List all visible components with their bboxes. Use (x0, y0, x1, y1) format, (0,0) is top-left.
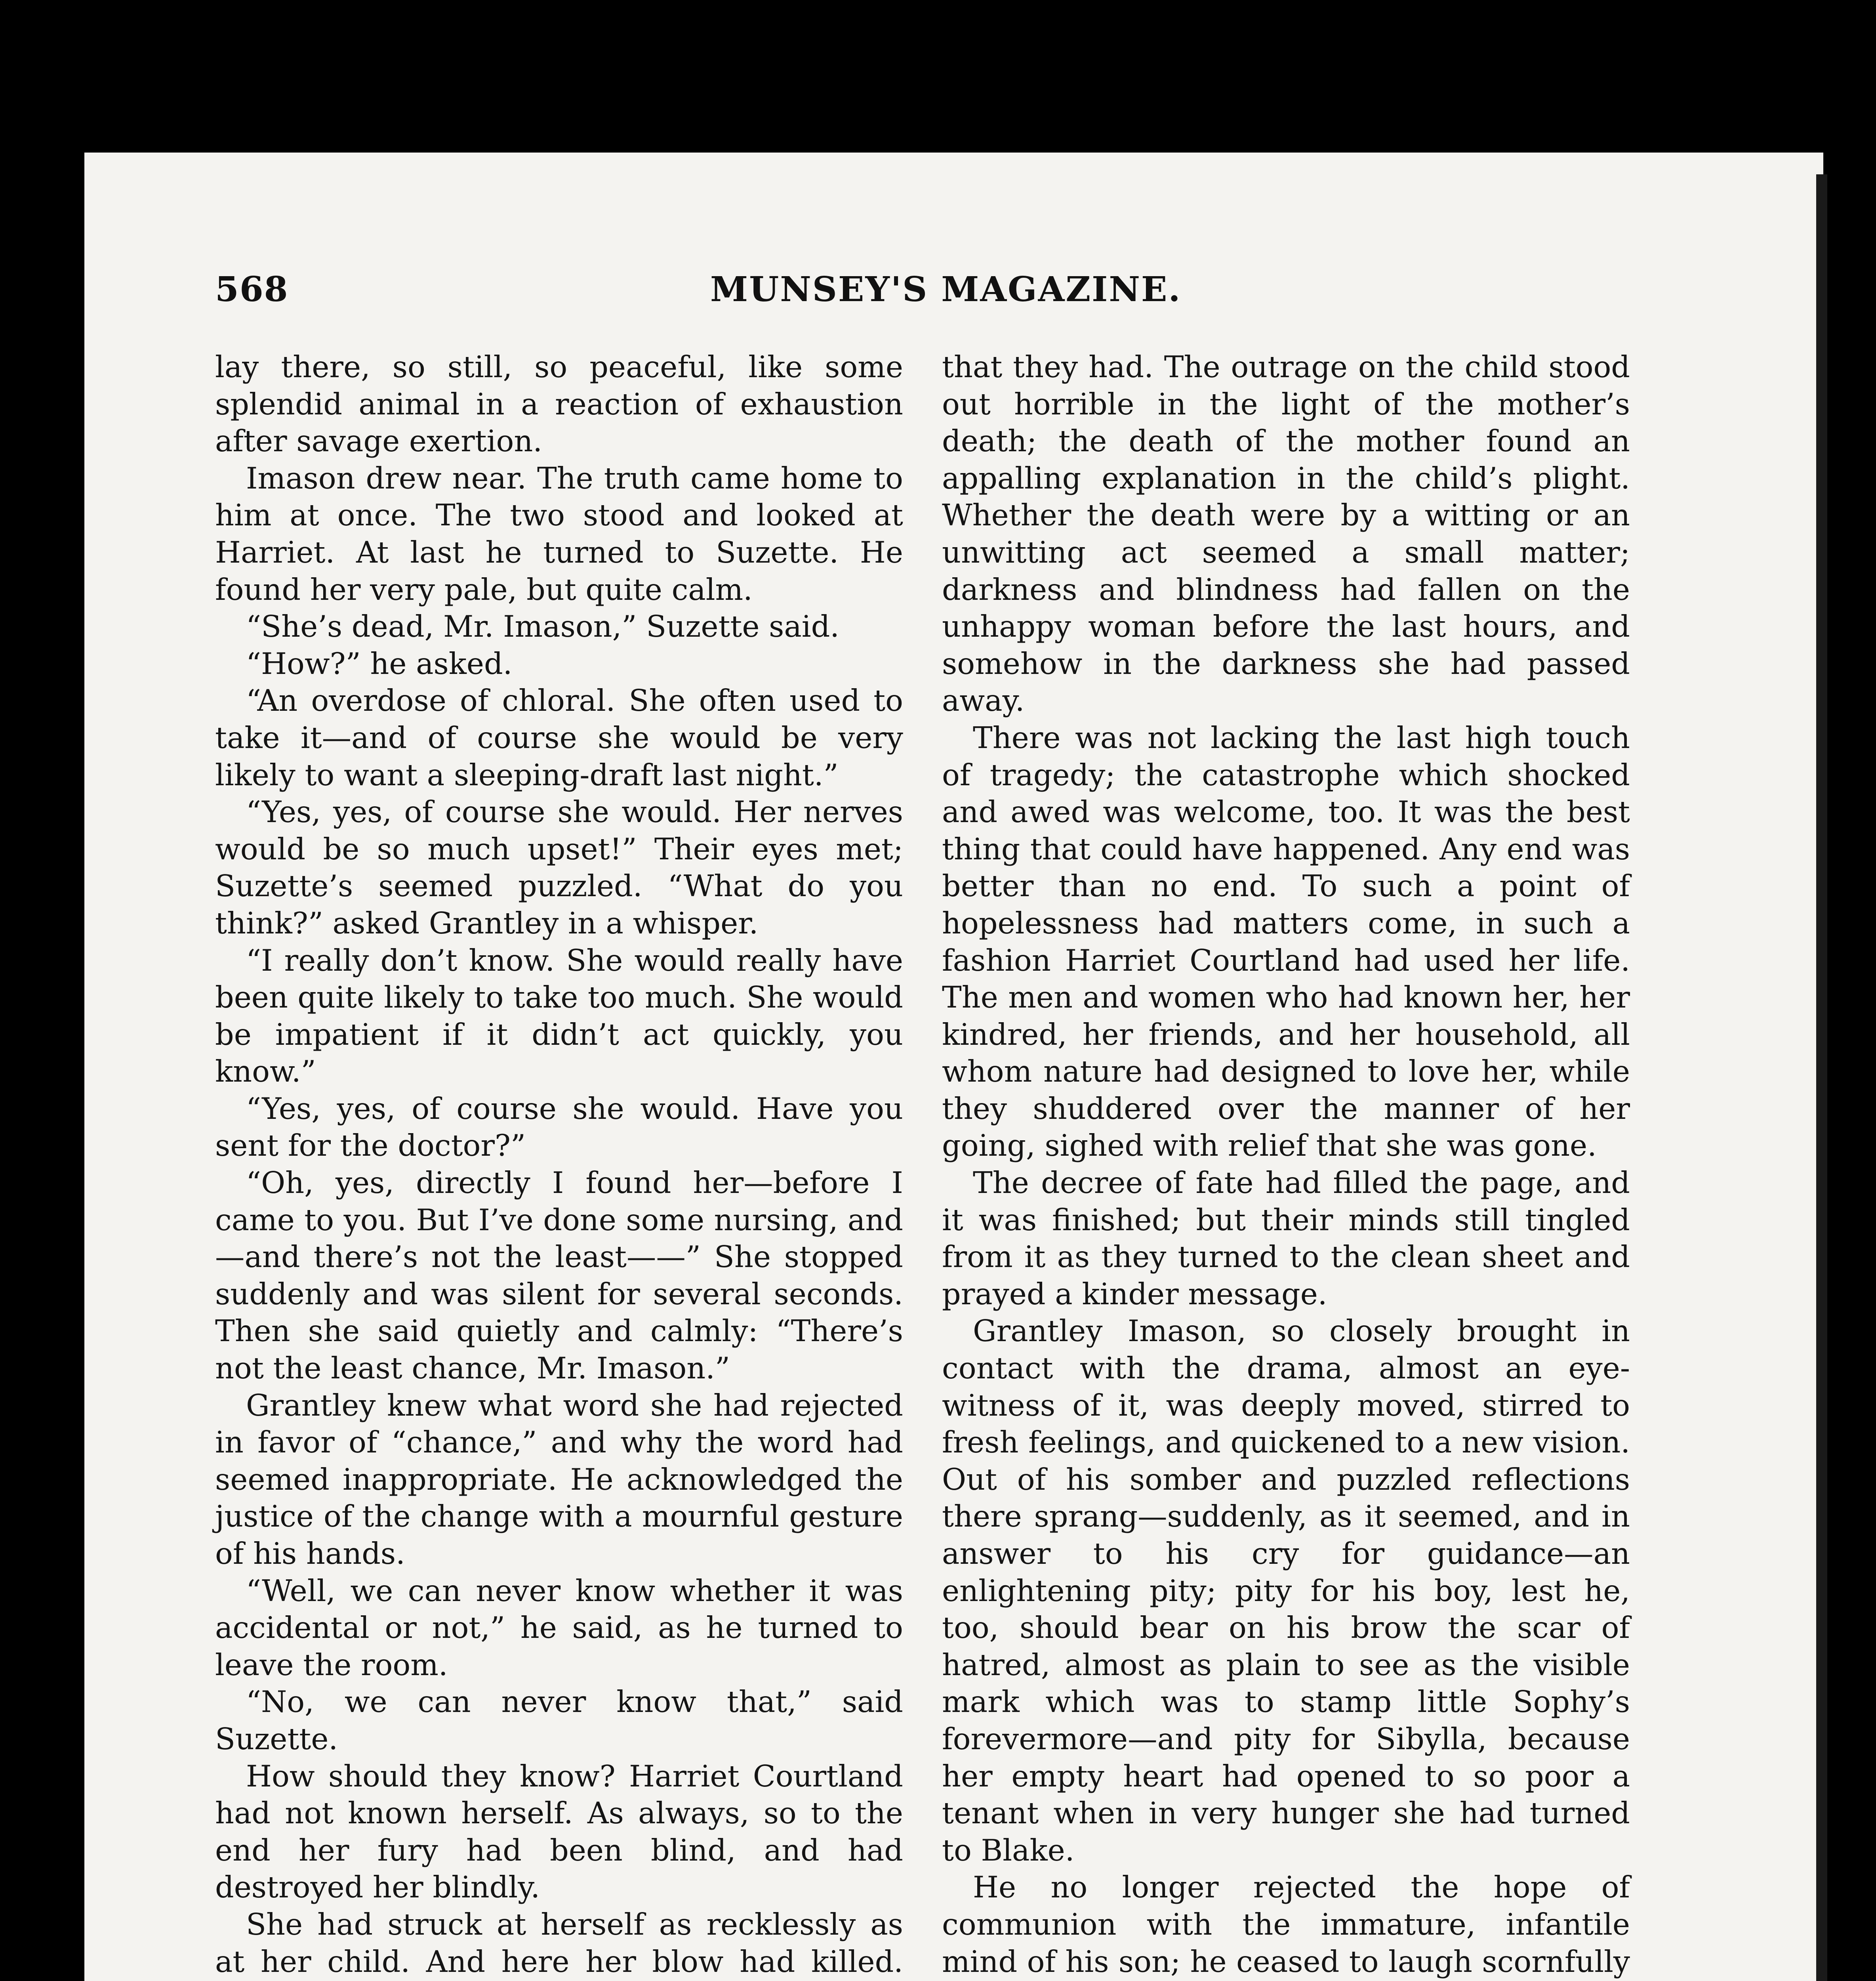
paragraph: “No, we can never know that,” said Suzette. (215, 1685, 903, 1756)
left-column (215, 349, 903, 1981)
paragraph: “Well, we can never know whether it was accidental or not,” he said, as he turned to leave the room. (215, 1573, 903, 1682)
paragraph: She had struck at herself as recklessly as at her child. And here her blow had killed. (215, 1907, 903, 1979)
paragraph: He no longer rejected the hope of communion with the immature, infantile mind of his son; he ceased to laugh scornfully (942, 1870, 1630, 1979)
running-head: MUNSEY'S MAGAZINE. (710, 269, 1182, 309)
paragraph: “Yes, yes, of course she would. Have you sent for the doctor?” (215, 1091, 903, 1163)
paragraph: Imason drew near. The truth came home to him at once. The two stood and looked at Harriet. At last he turned to Suzette. He found her very pale, but quite calm. (215, 461, 903, 607)
page-header (84, 269, 1823, 317)
paragraph: Grantley Imason, so closely brought in contact with the drama, almost an eye-witness of it, was deeply moved, stirred to fresh feelings, and quickened to a new vision. Out of his somber and puzzled reflections there sprang—suddenly, as it seemed, and in answer to his cry for guidance—an enlightening pity; pity for his boy, lest he, too, should bear on his brow the scar of hatred, almost as plain to see as the visible mark which was to stamp little Sophy’s forevermore—and pity for Sibylla, because her empty heart had opened to so poor a tenant when in very hunger she had turned to Blake. (942, 1314, 1630, 1868)
paragraph: The decree of fate had filled the page, and it was finished; but their minds still tingled from it as they turned to the clean sheet and prayed a kinder message. (942, 1166, 1630, 1311)
page-binding-edge (1816, 174, 1827, 1981)
magazine-page (84, 153, 1823, 1981)
page-number: 568 (215, 269, 289, 309)
paragraph: “Yes, yes, of course she would. Her nerves would be so much upset!” Their eyes met; Suzette’s seemed puzzled. “What do you think?” asked Grantley in a whisper. (215, 795, 903, 941)
paragraph: “I really don’t know. She would really have been quite likely to take too much. She would be impatient if it didn’t act quickly, you know.” (215, 943, 903, 1089)
paragraph: How should they know? Harriet Courtland had not known herself. As always, so to the end her fury had been blind, and had destroyed her blindly. (215, 1759, 903, 1905)
paragraph: “How?” he asked. (246, 646, 513, 681)
paragraph: There was not lacking the last high touch of tragedy; the catastrophe which shocked and awed was welcome, too. It was the best thing that could have happened. Any end was better than no end. To such a point of hopelessness had matters come, in such a fashion Harriet Courtland had used her life. The men and women who had known her, her kindred, her friends, and her household, all whom nature had designed to love her, while they shuddered over the manner of her going, sighed with relief that she was gone. (942, 720, 1630, 1163)
paragraph: that they had. The outrage on the child stood out horrible in the light of the mother’s death; the death of the mother found an appalling explanation in the child’s plight. Whether the death were by a witting or an unwitting act seemed a small matter; darkness and blindness had fallen on the unhappy woman before the last hours, and somehow in the darkness she had passed away. (942, 350, 1630, 718)
paragraph: “She’s dead, Mr. Imason,” Suzette said. (246, 609, 839, 644)
paragraph: Grantley knew what word she had rejected in favor of “chance,” and why the word had seemed inappropriate. He acknowledged the justice of the change with a mournful gesture of his hands. (215, 1388, 903, 1571)
paragraph: lay there, so still, so peaceful, like some splendid animal in a reaction of exhaustion after savage exertion. (215, 350, 903, 459)
paragraph: “Oh, yes, directly I found her—before I came to you. But I’ve done some nursing, and—and there’s not the least——” She stopped suddenly and was silent for several seconds. Then she said quietly and calmly: “There’s not the least chance, Mr. Imason.” (215, 1166, 903, 1386)
paragraph: “An overdose of chloral. She often used to take it—and of course she would be very likely to want a sleeping-draft last night.” (215, 683, 903, 792)
right-column (942, 349, 1630, 1981)
